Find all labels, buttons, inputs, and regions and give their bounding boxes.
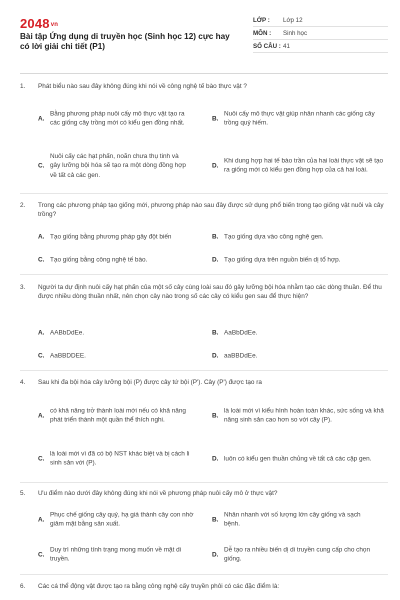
meta-value: Sinh học [283,29,308,37]
option-d[interactable] [212,542,388,568]
question-number: 6. [20,583,26,590]
option-a[interactable] [38,507,208,533]
option-text: Phục chế giống cây quý, hạ giá thành cây con nhờ giảm mặt bằng sản xuất. [50,511,194,528]
document-meta [253,14,388,53]
option-d[interactable] [212,146,388,186]
option-text: Nuôi cấy các hạt phấn, noãn chưa thụ tinh và gây lưỡng bội hóa sẽ tạo ra một dòng đồng hợp về tất cả các gen. [50,152,186,179]
option-d[interactable] [212,441,388,477]
option-a[interactable] [38,398,208,434]
meta-count-row [253,40,388,53]
meta-value: 41 [283,42,290,50]
option-text: có khả năng trở thành loài mới nếu có khả năng phát triển thành một quần thể thích nghi. [50,407,186,424]
option-letter: C. [38,455,45,463]
option-a[interactable] [38,327,208,339]
option-text: AABbDdEe. [50,329,85,337]
option-a[interactable] [38,99,198,139]
option-b[interactable] [212,507,388,533]
question-number: 3. [20,284,26,291]
option-c[interactable] [38,146,198,186]
header-divider [20,73,388,74]
logo-suffix: vn [50,22,59,28]
option-letter: A. [38,233,45,241]
question-divider [20,370,388,371]
meta-class-row [253,14,388,27]
option-a[interactable] [38,231,208,243]
option-text: Tạo giống dựa trên nguồn biến dị tổ hợp. [224,256,341,264]
question-text: Sau khi đa bội hóa cây lưỡng bội (P) được cây tứ bội (P'). Cây (P') được tạo ra [38,379,262,386]
option-letter: D. [212,256,219,264]
option-letter: D. [212,455,219,463]
meta-subject-row [253,27,388,40]
option-text: Tạo giống dựa vào công nghệ gen. [224,233,324,241]
option-letter: D. [212,352,219,360]
meta-key: MÔN : [253,29,272,37]
question-divider [20,574,388,575]
question-text: Các cá thể động vật được tạo ra bằng công nghệ cấy truyền phôi có các đặc điểm là: [38,583,280,590]
option-text: AaBbDdEe. [224,329,258,337]
question-text: Người ta dự định nuôi cấy hạt phấn của một số cây cùng loài sau đó gây lưỡng bội hóa nhằm tạo các dòng thuần. Để thu được nhiều dòng thuần nhất, nên chọn cây nào trong số các cây có kiểu gen sau để thực hiện? [38,284,382,301]
option-c[interactable] [38,350,208,362]
option-text: Nuôi cấy mô thực vật giúp nhân nhanh các giống cây trồng quý hiếm. [224,110,375,127]
question-text: Phát biểu nào sau đây không đúng khi nói về công nghệ tế bào thực vật ? [38,83,247,90]
option-letter: C. [38,352,45,360]
meta-key: SỐ CÂU : [253,42,281,50]
option-letter: A. [38,329,45,337]
question-text: Ưu điểm nào dưới đây không đúng khi nói về phương pháp nuôi cấy mô ở thực vật? [38,490,278,497]
option-letter: C. [38,162,45,170]
option-letter: B. [212,329,219,337]
option-d[interactable] [212,350,388,362]
option-text: Nhân nhanh với số lượng lớn cây giống và sạch bệnh. [224,511,361,528]
option-letter: B. [212,115,219,123]
option-letter: B. [212,233,219,241]
option-letter: A. [38,412,45,420]
option-letter: D. [212,162,219,170]
option-text: Bằng phương pháp nuôi cấy mô thực vật tạo ra các giống cây trồng mới có kiểu gen đồng nhất. [50,110,185,127]
logo-text[interactable]: 2048 [20,16,50,31]
option-letter: B. [212,412,219,420]
option-c[interactable] [38,542,208,568]
option-text: Dễ tạo ra nhiều biến dị di truyền cung cấp cho chọn giống. [224,546,371,563]
option-text: Tạo giống bằng công nghệ tế bào. [50,256,148,264]
question-divider [20,482,388,483]
option-c[interactable] [38,254,208,266]
option-text: là loài mới vì kiểu hình hoàn toàn khác, sức sống và khả năng sinh sản cao hơn so với cây (P). [224,407,384,424]
option-letter: D. [212,551,219,559]
option-letter: A. [38,115,45,123]
option-text: Khi dung hợp hai tế bào trần của hai loài thực vật sẽ tạo ra giống mới có kiểu gen đồng hợp của cả hai loài. [224,157,384,174]
option-text: aaBBDdEe. [224,352,258,360]
option-b[interactable] [212,99,388,139]
question-text: Trong các phương pháp tạo giống mới, phương pháp nào sau đây được sử dụng phổ biến trong tạo giống vật nuôi và cây trồng? [38,202,384,219]
site-logo[interactable] [20,16,58,31]
question-number: 5. [20,490,26,497]
option-text: luôn có kiểu gen thuần chủng về tất cả các cặp gen. [224,455,372,463]
option-letter: C. [38,256,45,264]
meta-value: Lớp 12 [283,16,303,24]
option-b[interactable] [212,231,388,243]
option-b[interactable] [212,398,388,434]
option-text: Duy trì những tính trạng mong muốn về mặt di truyền. [50,546,182,563]
option-d[interactable] [212,254,388,266]
document-title: Bài tập Ứng dụng di truyền học (Sinh học 12) cực hay có lời giải chi tiết (P1) [20,32,230,51]
option-c[interactable] [38,441,208,477]
option-letter: B. [212,516,219,524]
option-b[interactable] [212,327,388,339]
question-divider [20,274,388,275]
option-text: AaBBDDEE. [50,352,86,360]
option-text: là loài mới vì đã có bộ NST khác biệt và bị cách li sinh sản với (P). [50,450,190,467]
option-letter: A. [38,516,45,524]
question-number: 4. [20,379,26,386]
question-number: 2. [20,202,26,209]
question-number: 1. [20,83,26,90]
meta-key: LỚP : [253,16,270,24]
question-divider [20,193,388,194]
option-letter: C. [38,551,45,559]
option-text: Tạo giống bằng phương pháp gây đột biến [50,233,172,241]
